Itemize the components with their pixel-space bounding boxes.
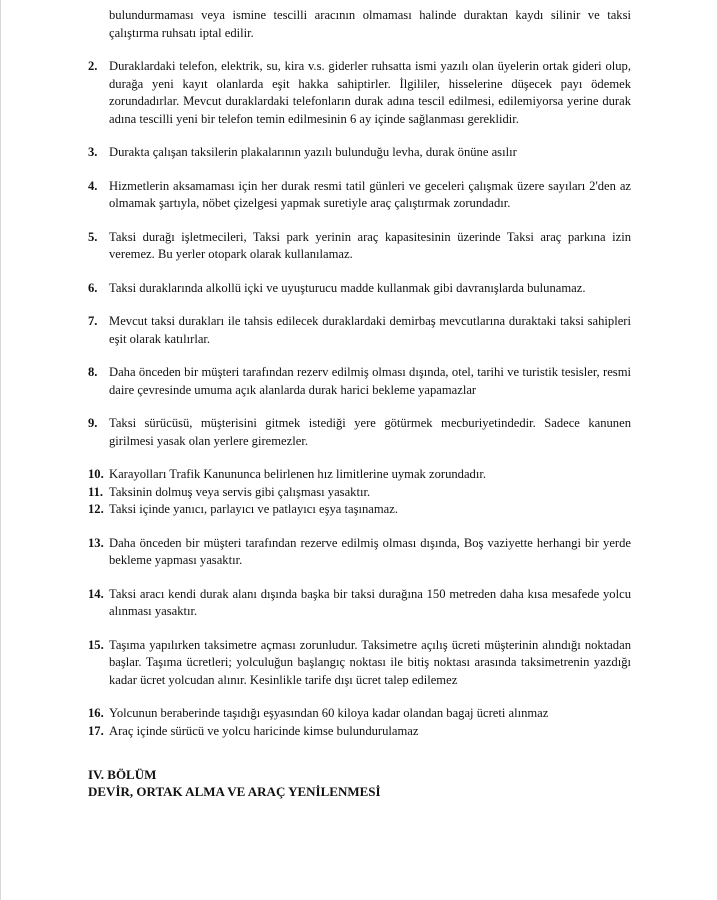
item-text: Karayolları Trafik Kanununca belirlenen hız limitlerine uymak zorundadır.	[109, 467, 487, 481]
section-number: IV. BÖLÜM	[88, 767, 157, 782]
item-number: 11.	[88, 484, 104, 499]
item-text: Daha önceden bir müşteri tarafından rezerv edilmiş olması dışında, otel, tarihi ve turistik tesisler, resmi daire çevresinde umuma açık alanlarda durak harici bekleme yapamazlar	[109, 365, 631, 397]
list-item-17	[88, 723, 631, 741]
list-item-6	[88, 280, 631, 298]
list-item-10	[88, 466, 631, 484]
item-number: 4.	[88, 178, 98, 193]
list-item-9	[88, 415, 631, 450]
item-number: 8.	[88, 365, 98, 379]
item-text: Daha önceden bir müşteri tarafından rezerve edilmiş olması dışında, Boş vaziyette herhangi bir yerde bekleme yapması yasaktır.	[109, 535, 631, 567]
item-text: Taksi durağı işletmecileri, Taksi park yerinin araç kapasitesinin üzerinde Taksi araç parkına izin veremez. Bu yerler otopark olarak kullanılamaz.	[109, 229, 631, 261]
list-item-2	[88, 58, 631, 128]
item-number: 14.	[88, 586, 104, 601]
item-text: Mevcut taksi durakları ile tahsis edilecek duraklardaki demirbaş mevcutlarına duraktaki taksi sahipleri eşit olarak katılırlar.	[109, 314, 631, 346]
list-item-5	[88, 229, 631, 264]
item-number: 15.	[88, 637, 104, 652]
item-text: Taşıma yapılırken taksimetre açması zorunludur. Taksimetre açılış ücreti müşterinin alındığı noktadan başlar. Taşıma ücretleri; yolculuğun başlangıç noktası ile bitiş noktası arasında taksimetrenin yazdığı kadar ücret yolcudan alınır. Kesinlikle tarife dışı ücret talep edilemez	[109, 637, 631, 687]
page-border-left	[0, 0, 1, 900]
item-text: Taksi aracı kendi durak alanı dışında başka bir taksi durağına 150 metreden daha kısa mesafede yolcu alınması yasaktır.	[109, 586, 631, 618]
item-number: 2.	[88, 59, 98, 73]
item-number: 3.	[88, 145, 98, 159]
section-title: DEVİR, ORTAK ALMA VE ARAÇ YENİLENMESİ	[88, 784, 381, 799]
item-text: Araç içinde sürücü ve yolcu haricinde kimse bulundurulamaz	[109, 723, 419, 738]
list-item-3	[88, 144, 631, 162]
list-item-4	[88, 178, 631, 213]
item-number: 9.	[88, 416, 98, 430]
continuation-paragraph: bulundurmaması veya ismine tescilli aracının olmaması halinde duraktan kaydı silinir ve taksi çalıştırma ruhsatı iptal edilir.	[109, 8, 631, 40]
item-text: Duraklardaki telefon, elektrik, su, kira v.s. giderler ruhsatta ismi yazılı olan üyelerin ortak gideri olup, durağa yeni kayıt olanlarda eşit hakka sahiptirler. İlgililer, hisselerine düşecek payı ödemek zorundadırlar. Mevcut duraklardaki telefonların durak adına tescil edilmesi, edilemiyorsa yerine durak adına tescilli yeni bir telefon temin edilmesinin 6 ay içinde sağlanması gereklidir.	[109, 59, 631, 126]
document-body	[88, 7, 631, 800]
list-item-13	[88, 535, 631, 570]
item-number: 17.	[88, 723, 104, 738]
item-number: 7.	[88, 314, 98, 328]
item-text: Taksinin dolmuş veya servis gibi çalışması yasaktır.	[109, 484, 371, 499]
section-heading	[88, 766, 631, 800]
list-item-14	[88, 586, 631, 621]
item-text: Hizmetlerin aksamaması için her durak resmi tatil günleri ve geceleri çalışmak üzere sayıları 2'den az olmamak şartıyla, nöbet çizelgesi yapmak suretiyle araç çalıştırmak zorundadır.	[109, 178, 631, 210]
item-text: Taksi duraklarında alkollü içki ve uyuşturucu madde kullanmak gibi davranışlarda bulunamaz.	[109, 280, 586, 295]
item-number: 16.	[88, 706, 104, 720]
list-item-12	[88, 501, 631, 519]
list-item-11	[88, 484, 631, 502]
list-item-7	[88, 313, 631, 348]
list-item-15	[88, 637, 631, 690]
item-number: 13.	[88, 535, 104, 550]
list-item-16	[88, 705, 631, 723]
item-number: 5.	[88, 229, 98, 244]
list-item-8	[88, 364, 631, 399]
item-text: Taksi sürücüsü, müşterisini gitmek istediği yere götürmek mecburiyetindedir. Sadece kanunen girilmesi yasak olan yerlere giremezler.	[109, 416, 631, 448]
item-text: Taksi içinde yanıcı, parlayıcı ve patlayıcı eşya taşınamaz.	[109, 502, 399, 516]
item-number: 10.	[88, 467, 104, 481]
item-text: Yolcunun beraberinde taşıdığı eşyasından 60 kiloya kadar olandan bagaj ücreti alınmaz	[109, 706, 549, 720]
item-text: Durakta çalışan taksilerin plakalarının yazılı bulunduğu levha, durak önüne asılır	[109, 145, 517, 159]
item-number: 12.	[88, 502, 104, 516]
item-number: 6.	[88, 280, 98, 295]
